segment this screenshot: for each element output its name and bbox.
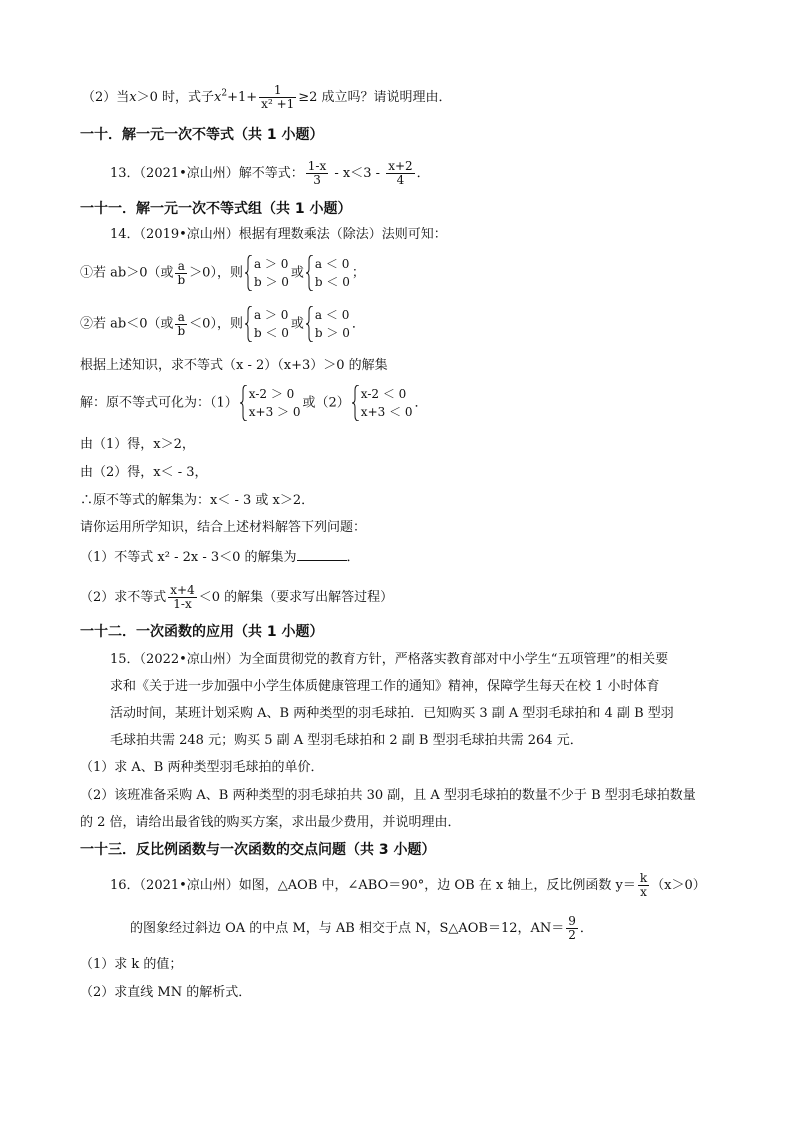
q12-part2-label: （2）当	[82, 90, 130, 105]
q14-ask: 请你运用所学知识，结合上述材料解答下列问题：	[80, 520, 367, 535]
q14-conclusion: ∴原不等式的解集为：x＜ - 3 或 x＞2．	[80, 493, 315, 508]
q16-l1-num: k	[639, 871, 648, 885]
q15-part-2b: 的 2 倍，请给出最省钱的购买方案，求出最少费用，并说明理由．	[80, 815, 461, 830]
q13-frac-2	[386, 160, 414, 187]
q13-head: 13．（2021•凉山州）解不等式：	[110, 166, 304, 181]
q12-frac-num: 1	[259, 84, 296, 98]
q14-sol-end: ．	[414, 395, 428, 411]
q14-sol-s2-l2: x+3 ＜ 0	[360, 405, 413, 419]
q14-p2-a: （2）求不等式	[80, 590, 167, 605]
q14-p2-den: 1-x	[173, 597, 192, 611]
q14-step-1: 由（1）得，x＞2，	[80, 437, 195, 452]
q14-sol-s2-l1: x-2 ＜ 0	[360, 387, 407, 401]
q14-r1-frac	[175, 260, 187, 287]
q15-part-2a: （2）该班准备采购 A、B 两种类型的羽毛球拍共 30 副，且 A 型羽毛球拍的数量不少于 B 型羽毛球拍数量	[80, 788, 696, 803]
q12-fraction	[259, 84, 296, 111]
q14-r2-a: ②若 ab＜0（或	[80, 316, 174, 332]
q14-sol-or: 或（2）	[302, 395, 350, 411]
q16-part-1: （1）求 k 的值；	[80, 957, 183, 972]
q14-r1-a: ①若 ab＞0（或	[80, 265, 174, 281]
q13-frac-1	[306, 160, 328, 187]
section-12-title: 一十二．一次函数的应用（共 1 小题）	[80, 624, 324, 640]
q16-l1-den: x	[640, 885, 647, 899]
q15-part-1: （1）求 A、B 两种类型羽毛球拍的单价．	[80, 760, 324, 775]
q13-f2-num: x+2	[388, 159, 413, 173]
q14-r2-s1-l2: b ＜ 0	[253, 326, 289, 340]
q16-line-2	[130, 915, 593, 942]
q14-r1-s1-l2: b ＞ 0	[253, 275, 289, 289]
q12-cond: ＞0 时，式子	[136, 90, 215, 105]
q14-head: 14．（2019•凉山州）根据有理数乘法（除法）法则可知：	[110, 227, 447, 242]
q14-solution	[80, 385, 428, 421]
q16-l2-num: 9	[568, 914, 576, 928]
q14-r2-frac-den: b	[177, 323, 186, 338]
q14-rule-1	[80, 255, 365, 291]
q14-r1-b: ＞0），则	[189, 265, 243, 281]
q14-p2-frac	[168, 584, 196, 611]
q14-sol-s1-l2: x+3 ＞ 0	[248, 405, 301, 419]
q14-rule-2	[80, 306, 365, 342]
q14-r1-s2-l1: a ＜ 0	[314, 257, 350, 271]
q14-r2-system-2	[306, 306, 350, 342]
q14-r2-s2-l1: a ＜ 0	[314, 308, 350, 322]
q14-part-2	[80, 584, 393, 611]
q14-r2-b: ＜0），则	[189, 316, 243, 332]
q12-sup: 2	[221, 88, 228, 99]
q14-p1-text: （1）不等式 x² - 2x - 3＜0 的解集为	[80, 550, 297, 565]
q14-r1-frac-den: b	[177, 272, 186, 287]
q16-l1-a: 16．（2021•凉山州）如图，△AOB 中，∠ABO＝90°，边 OB 在 x 轴上，反比例函数 y＝	[110, 878, 636, 893]
q12-tail: ≥2 成立吗？请说明理由．	[298, 90, 452, 105]
q12-part2	[82, 84, 452, 111]
q13-f2-den: 4	[396, 173, 405, 187]
q13-f1-den: 3	[313, 173, 321, 187]
answer-blank[interactable]	[297, 548, 347, 561]
q14-r1-system-1	[245, 255, 289, 291]
q14-sol-a: 解：原不等式可化为：（1）	[80, 395, 238, 411]
q14-r2-s2-l2: b ＞ 0	[314, 326, 350, 340]
q15-line-4: 毛球拍共需 248 元；购买 5 副 A 型羽毛球拍和 2 副 B 型羽毛球拍共需 264 元．	[110, 733, 583, 748]
q12-base: x	[214, 90, 222, 105]
q14-r2-frac-num: a	[175, 311, 187, 325]
q12-frac-den: x² +1	[261, 97, 295, 111]
section-11-title: 一十一．解一元一次不等式组（共 1 小题）	[80, 201, 352, 217]
q14-r2-end: ．	[351, 316, 365, 332]
q15-line-3: 活动时间，某班计划采购 A、B 两种类型的羽毛球拍．已知购买 3 副 A 型羽毛球拍和 4 副 B 型羽	[110, 706, 674, 721]
q14-p2-num: x+4	[170, 583, 195, 597]
q14-r1-frac-num: a	[175, 260, 187, 274]
q14-r1-s1-l1: a ＞ 0	[253, 257, 289, 271]
q15-line-2: 求和《关于进一步加强中小学生体质健康管理工作的通知》精神，保障学生每天在校 1 小时体育	[110, 679, 660, 694]
q14-r1-s2-l2: b ＜ 0	[314, 275, 350, 289]
q16-l2-b: ．	[579, 921, 593, 936]
section-10-title: 一十．解一元一次不等式（共 1 小题）	[80, 127, 324, 143]
q16-l1-frac	[638, 872, 649, 899]
q14-sol-system-1	[240, 385, 301, 421]
q16-part-2: （2）求直线 MN 的解析式．	[80, 985, 252, 1000]
q13-end: ．	[416, 166, 430, 181]
q14-r2-system-1	[245, 306, 289, 342]
q14-r2-s1-l1: a ＞ 0	[253, 308, 289, 322]
q14-part-1	[80, 548, 360, 567]
q12-var: x	[129, 90, 137, 105]
q16-l1-b: （x＞0）	[651, 878, 706, 893]
q14-r1-end: ；	[351, 265, 365, 281]
q15-line-1: 15．（2022•凉山州）为全面贯彻党的教育方针，严格落实教育部对中小学生“五项管理”的相关要	[110, 652, 669, 667]
q14-p2-b: ＜0 的解集（要求写出解答过程）	[198, 590, 394, 605]
q14-r1-or: 或	[290, 265, 304, 281]
q14-r2-frac	[175, 311, 187, 338]
q14-r1-system-2	[306, 255, 350, 291]
q14-r2-or: 或	[290, 316, 304, 332]
q14-step-2: 由（2）得，x＜ - 3，	[80, 465, 208, 480]
q13-line	[110, 160, 430, 187]
q13-mid: - x＜3 -	[330, 166, 385, 181]
q16-l2-frac	[566, 915, 578, 942]
q16-line-1	[110, 872, 706, 899]
q13-f1-num: 1-x	[307, 159, 327, 173]
q14-know: 根据上述知识，求不等式（x - 2）（x+3）＞0 的解集	[80, 358, 388, 373]
q14-p1-end: ．	[346, 550, 360, 565]
section-13-title: 一十三．反比例函数与一次函数的交点问题（共 3 小题）	[80, 842, 436, 858]
q16-l2-a: 的图象经过斜边 OA 的中点 M，与 AB 相交于点 N，S△AOB＝12，AN＝	[130, 921, 565, 936]
q12-plus: +1+	[227, 90, 258, 105]
q14-sol-system-2	[352, 385, 413, 421]
q14-sol-s1-l1: x-2 ＞ 0	[248, 387, 295, 401]
q16-l2-den: 2	[568, 928, 576, 942]
